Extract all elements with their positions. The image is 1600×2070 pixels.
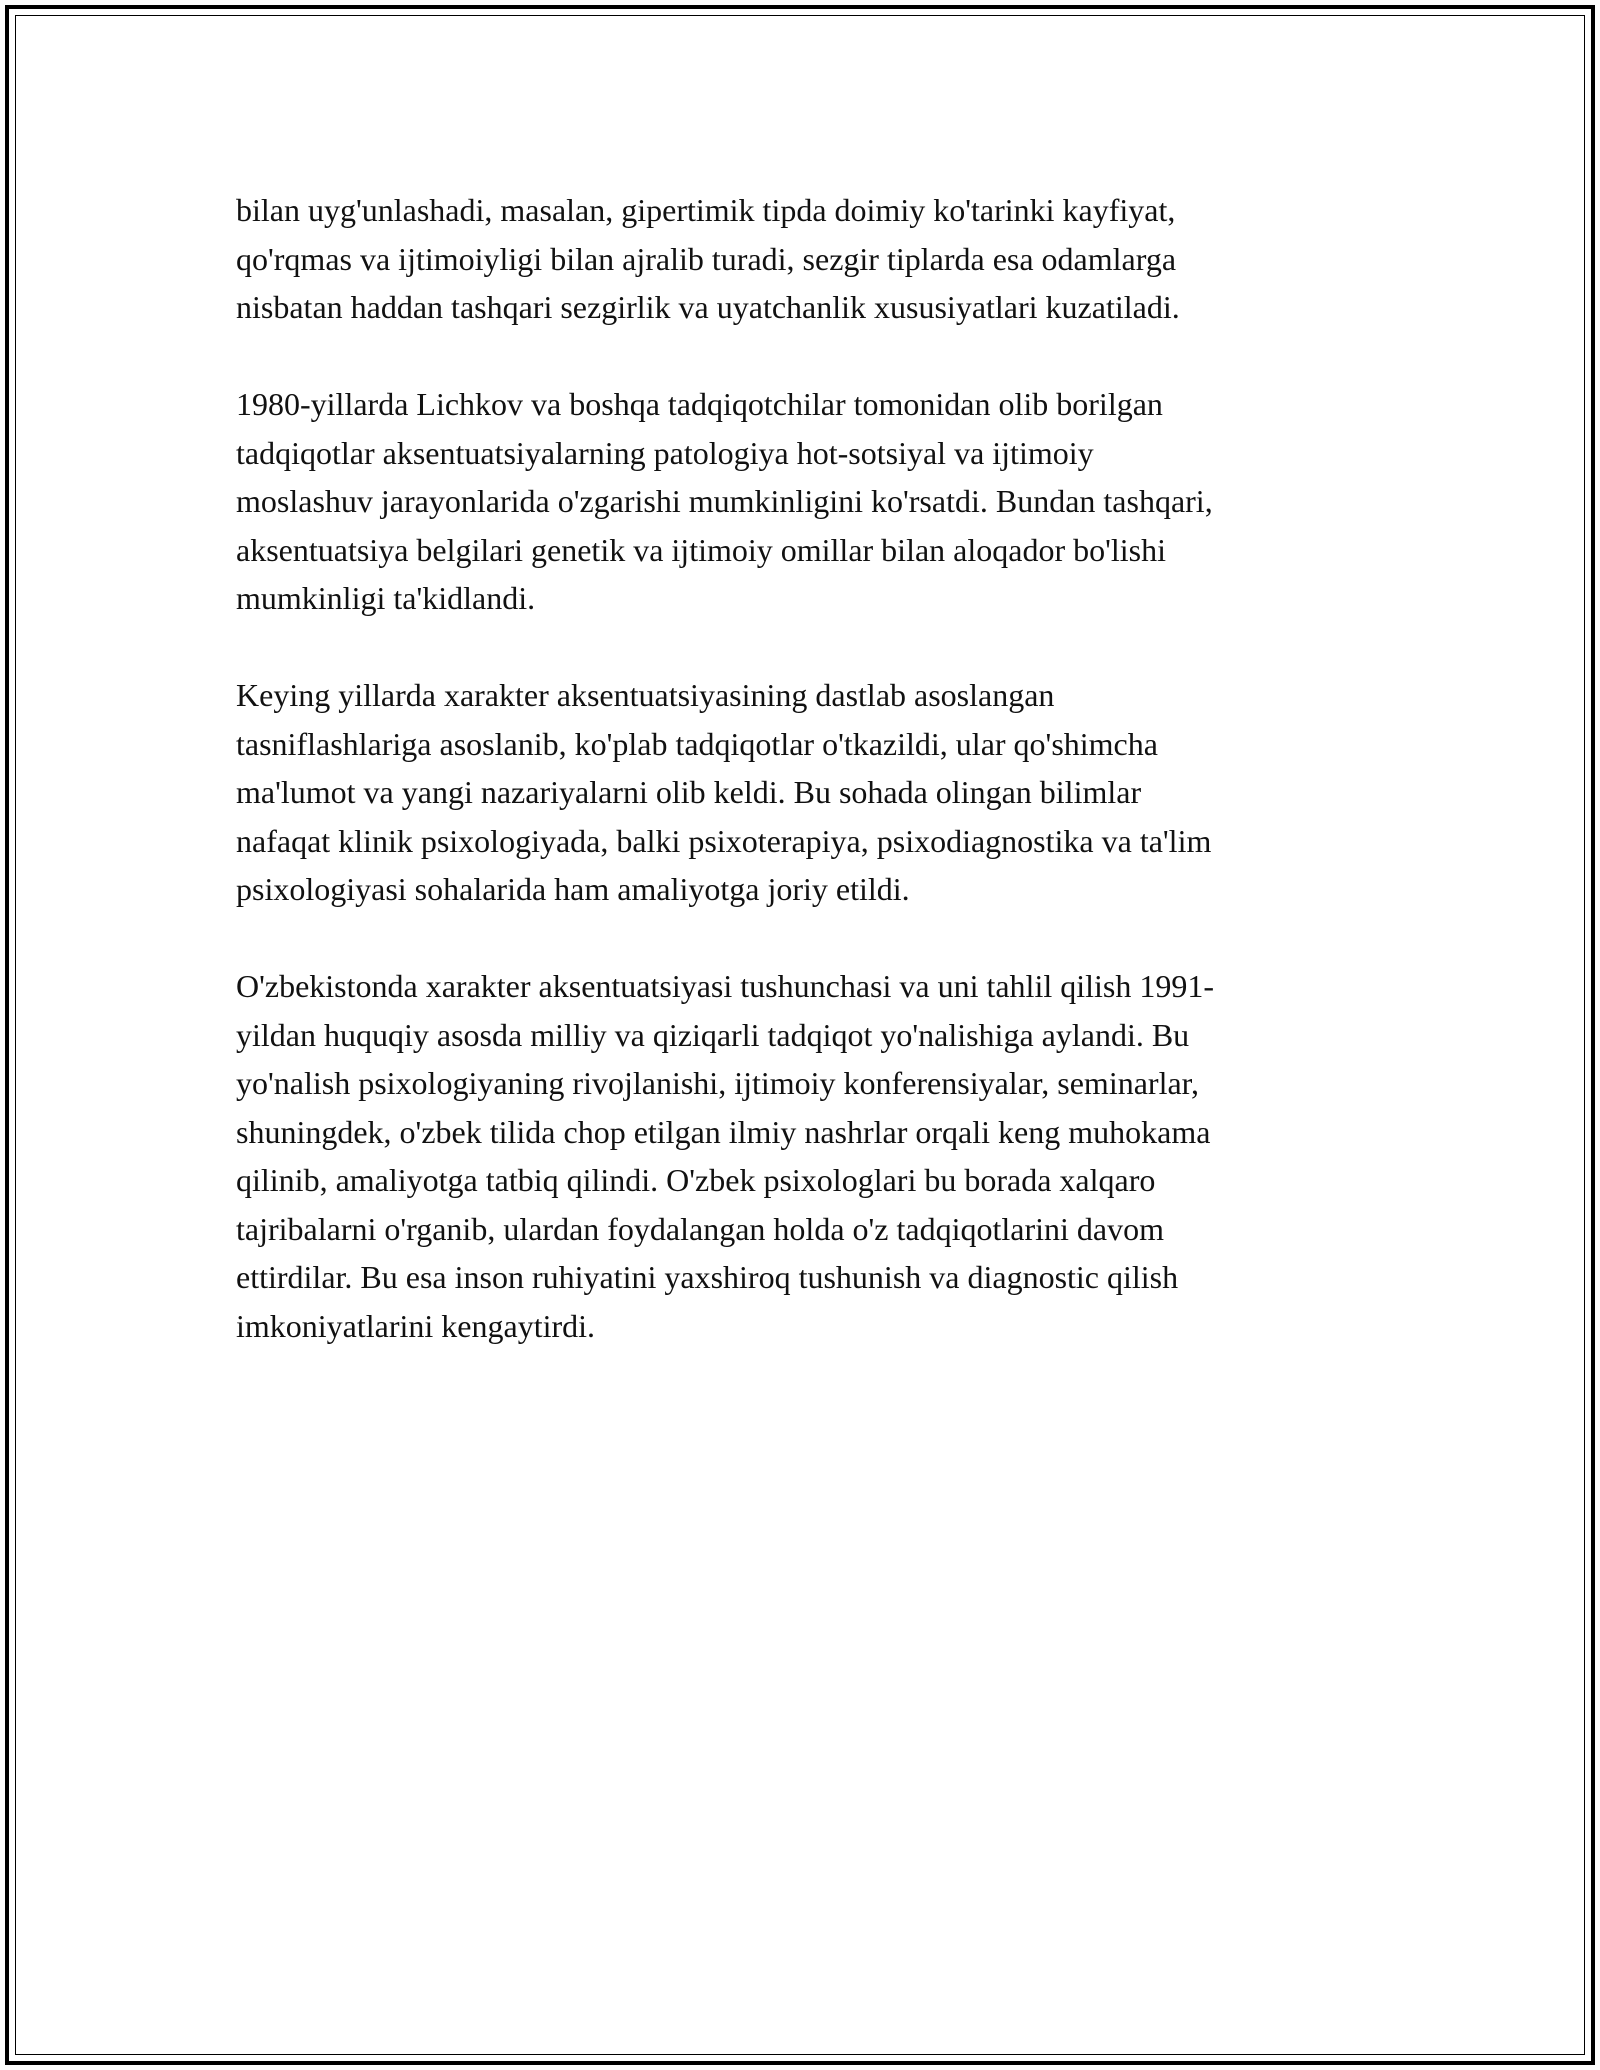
paragraph-2: 1980-yillarda Lichkov va boshqa tadqiqotchilar tomonidan olib borilgan tadqiqotlar aksentuatsiyalarning patologiya hot-sotsiyal va ijtimoiy moslashuv jarayonlarida o'zgarishi mumkinligini ko'rsatdi. Bundan tashqari, aksentuatsiya belgilari genetik va ijtimoiy omillar bilan aloqador bo'lishi mumkinligi ta'kidlandi.: [236, 386, 1213, 616]
paragraph-3: Keying yillarda xarakter aksentuatsiyasining dastlab asoslangan tasniflashlariga asoslanib, ko'plab tadqiqotlar o'tkazildi, ular qo'shimcha ma'lumot va yangi nazariyalarni olib keldi. Bu sohada olingan bilimlar nafaqat klinik psixologiyada, balki psixoterapiya, psixodiagnostika va ta'lim psixologiyasi sohalarida ham amaliyotga joriy etildi.: [236, 677, 1212, 907]
document-body: [236, 186, 1376, 1399]
paragraph-4: O'zbekistonda xarakter aksentuatsiyasi tushunchasi va uni tahlil qilish 1991- yildan huquqiy asosda milliy va qiziqarli tadqiqot yo'nalishiga aylandi. Bu yo'nalish psixologiyaning rivojlanishi, ijtimoiy konferensiyalar, seminarlar, shuningdek, o'zbek tilida chop etilgan ilmiy nashrlar orqali keng muhokama qilinib, amaliyotga tatbiq qilindi. O'zbek psixologlari bu borada xalqaro tajribalarni o'rganib, ulardan foydalangan holda o'z tadqiqotlarini davom ettirdilar. Bu esa inson ruhiyatini yaxshiroq tushunish va diagnostic qilish imkoniyatlarini kengaytirdi.: [236, 968, 1214, 1344]
paragraph-1: bilan uyg'unlashadi, masalan, gipertimik tipda doimiy ko'tarinki kayfiyat, qo'rqmas va ijtimoiyligi bilan ajralib turadi, sezgir tiplarda esa odamlarga nisbatan haddan tashqari sezgirlik va uyatchanlik xususiyatlari kuzatiladi.: [236, 192, 1180, 325]
